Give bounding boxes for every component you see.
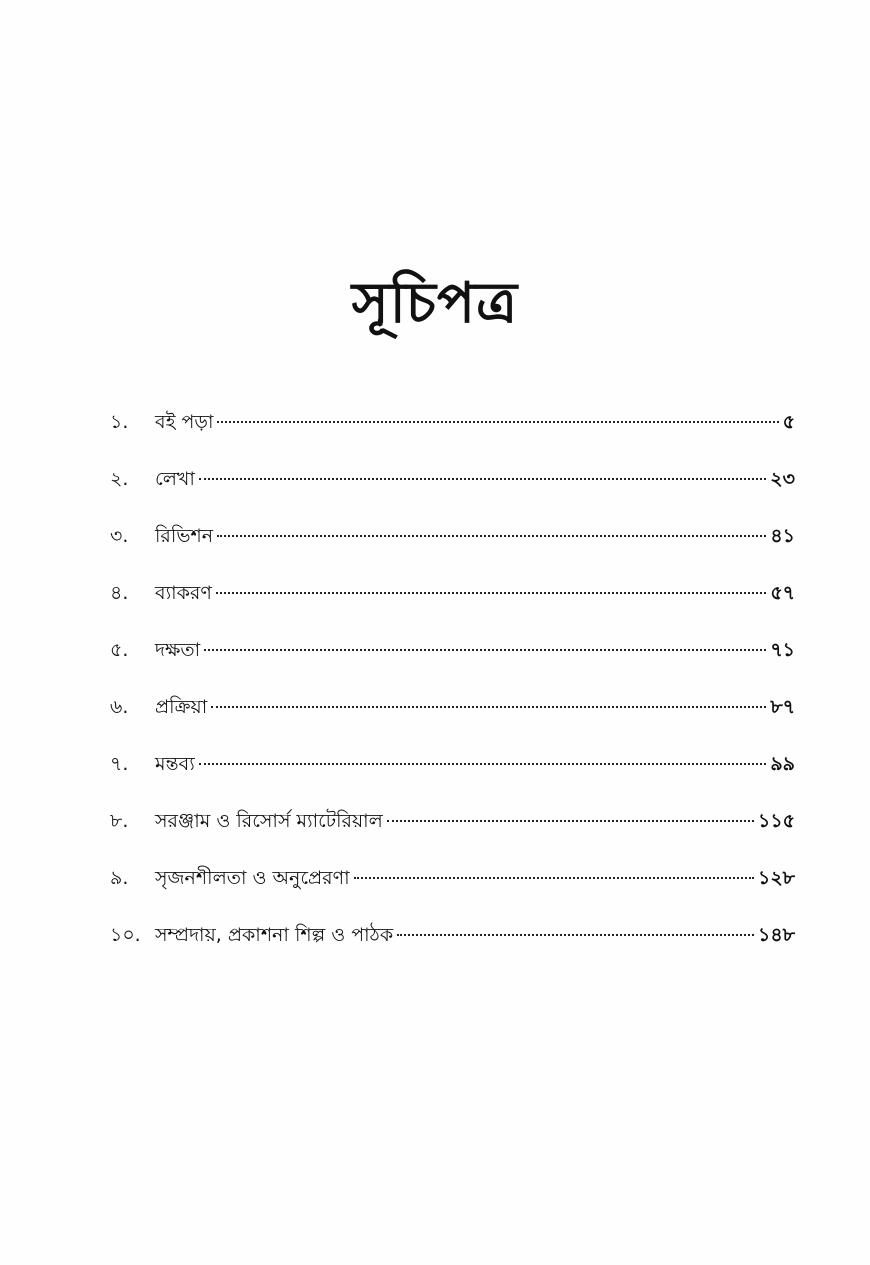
dot-leader	[216, 592, 766, 594]
dot-leader	[217, 535, 766, 537]
toc-entry-number: ৪.	[110, 582, 129, 604]
toc-entry-page: ৫	[782, 411, 795, 433]
toc-entry-page: ২৩	[770, 468, 795, 490]
toc-entry	[110, 514, 795, 571]
toc-entry-page: ১১৫	[758, 810, 795, 832]
toc-entry-number: ৬.	[110, 696, 129, 718]
toc-entry-page: ৫৭	[770, 582, 795, 604]
toc-entry-title: সম্প্রদায়, প্রকাশনা শিল্প ও পাঠক	[155, 924, 394, 946]
dot-leader	[199, 478, 766, 480]
dot-leader	[354, 877, 754, 879]
dot-leader	[211, 706, 766, 708]
dot-leader	[199, 763, 767, 765]
toc-entry-page: ৮৭	[770, 696, 795, 718]
toc-entry	[110, 400, 795, 457]
table-of-contents	[110, 400, 795, 970]
toc-entry-page: ৯৯	[770, 753, 795, 775]
toc-entry-title: সরঞ্জাম ও রিসোর্স ম্যাটেরিয়াল	[155, 810, 383, 832]
toc-entry	[110, 856, 795, 913]
toc-entry-title: সৃজনশীলতা ও অনুপ্রেরণা	[155, 867, 350, 889]
toc-entry-title: ব্যাকরণ	[155, 582, 212, 604]
toc-entry-number: ৩.	[110, 525, 129, 547]
page-title: সূচিপত্র	[351, 270, 519, 336]
toc-entry-title: প্রক্রিয়া	[155, 696, 208, 718]
toc-entry-number: ৯.	[110, 867, 129, 889]
toc-entry	[110, 457, 795, 514]
toc-entry-title: লেখা	[155, 468, 195, 490]
toc-entry-page: ৪১	[770, 525, 795, 547]
toc-entry-number: ১০.	[110, 924, 141, 946]
toc-entry-number: ৭.	[110, 753, 129, 775]
dot-leader	[397, 934, 754, 936]
toc-entry-number: ৮.	[110, 810, 129, 832]
toc-entry-page: ৭১	[770, 639, 795, 661]
toc-entry-number: ১.	[110, 411, 129, 433]
toc-entry-page: ১৪৮	[758, 924, 795, 946]
toc-entry-title: মন্তব্য	[155, 753, 195, 775]
dot-leader	[204, 649, 766, 651]
toc-entry-title: বই পড়া	[155, 411, 214, 433]
toc-entry-number: ৫.	[110, 639, 129, 661]
toc-entry	[110, 913, 795, 970]
toc-entry-page: ১২৮	[757, 867, 795, 889]
toc-entry	[110, 571, 795, 628]
toc-entry	[110, 628, 795, 685]
dot-leader	[387, 820, 754, 822]
toc-entry	[110, 742, 795, 799]
toc-entry	[110, 685, 795, 742]
toc-entry-title: রিভিশন	[155, 525, 214, 547]
toc-entry-number: ২.	[110, 468, 129, 490]
toc-entry	[110, 799, 795, 856]
dot-leader	[217, 421, 778, 423]
toc-entry-title: দক্ষতা	[155, 639, 201, 661]
